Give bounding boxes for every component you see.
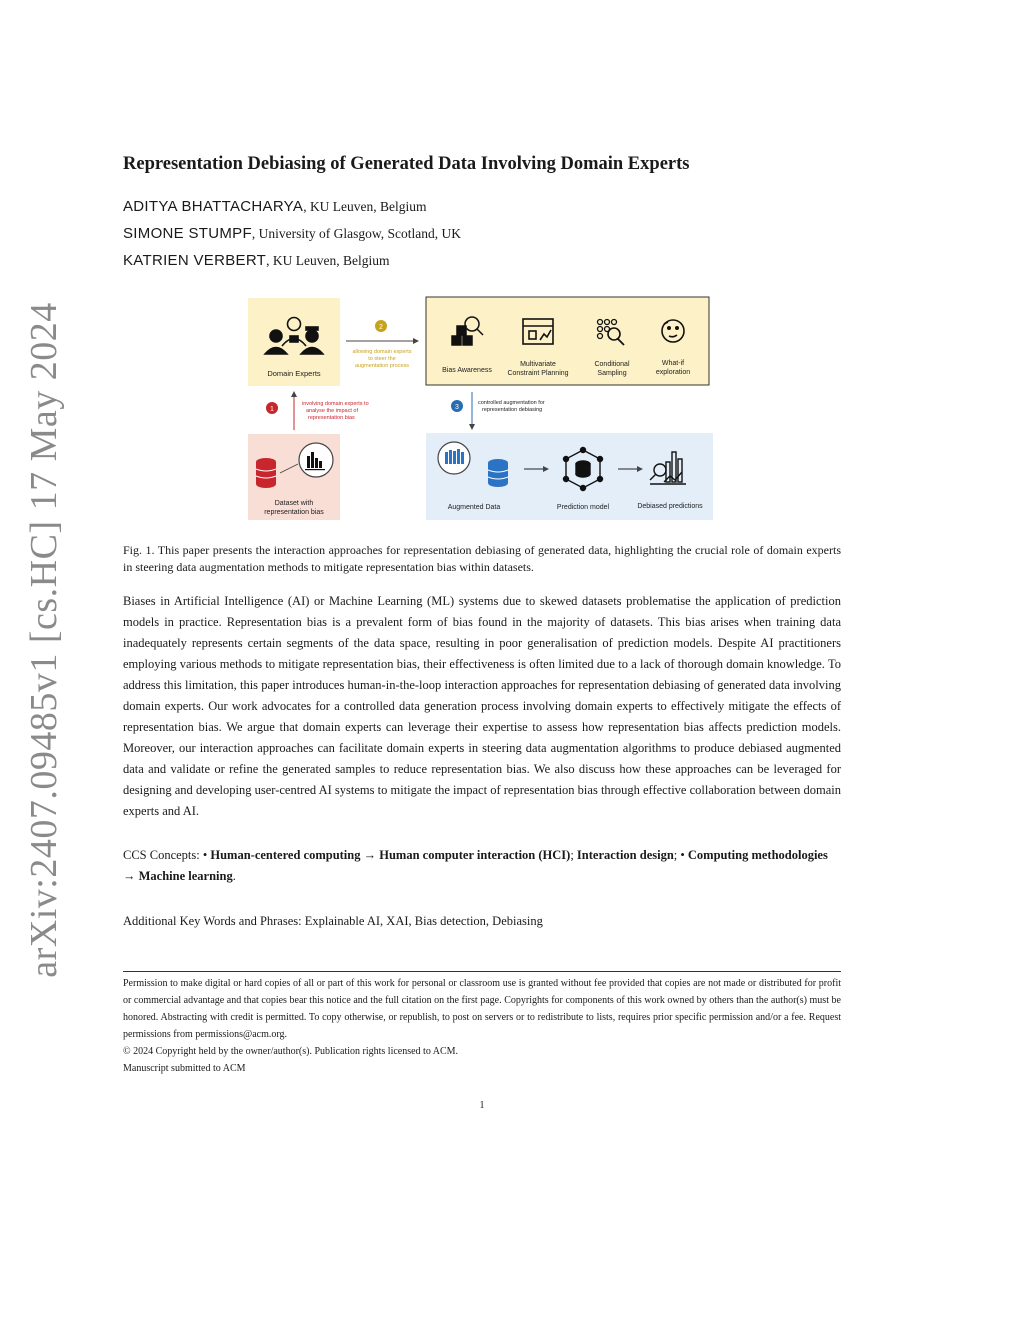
ccs-separator: ; •: [673, 848, 688, 862]
multivariate-label-line: Constraint Planning: [507, 370, 569, 377]
copyright-notice: © 2024 Copyright held by the owner/author(s). Publication rights licensed to ACM.: [123, 1046, 459, 1057]
author-2: SIMONE STUMPF, University of Glasgow, Scotland, UK: [123, 225, 462, 242]
step-2-text-line: augmentation process: [354, 363, 410, 369]
multivariate-label-line: Multivariate: [520, 361, 556, 368]
arxiv-identifier: arXiv:2407.09485v1 [cs.HC] 17 May 2024: [23, 302, 65, 978]
bias-awareness-label: Bias Awareness: [442, 367, 492, 374]
blue-database-icon: [488, 459, 508, 487]
footnote-rule: [123, 971, 841, 972]
ccs-end: .: [232, 869, 236, 883]
step-3-number: 3: [455, 404, 459, 411]
dataset-label-line: representation bias: [264, 509, 324, 516]
permission-notice: Permission to make digital or hard copies of all or part of this work for personal or classroom use is granted without fee provided that copies are not made or distributed for profit or commercial advantage and that copies bear this notice and the full citation on the first page. Copyrights for components of this work owned by others than the author(s) must be honored. Abstracting with credit is permitted. To copy otherwise, or republish, to post on servers or to redistribute to lists, requires prior specific permission and/or a fee. Request permissions from permissions@acm.org.: [123, 978, 841, 1040]
ccs-term: Interaction design: [576, 848, 674, 862]
author-1: ADITYA BHATTACHARYA, KU Leuven, Belgium: [123, 198, 427, 215]
step-2-text-line: allowing domain experts: [352, 349, 412, 355]
dataset-label-line: Dataset with: [274, 500, 314, 507]
whatif-label-line: exploration: [655, 369, 691, 376]
author-affiliation: KU Leuven, Belgium: [309, 199, 427, 214]
ccs-term: Human-centered computing → Human computer interaction (HCI): [210, 848, 571, 862]
author-name: SIMONE STUMPF: [123, 225, 252, 242]
red-database-icon: [256, 458, 276, 488]
prediction-model-label: Prediction model: [556, 504, 610, 511]
figure-diagram: [246, 296, 714, 522]
figure-1: [246, 296, 714, 522]
ccs-term: Computing methodologies → Machine learning: [123, 848, 828, 883]
step-1-text-line: analyse the impact of: [306, 408, 358, 414]
conditional-label-line: Sampling: [597, 370, 627, 377]
author-name: ADITYA BHATTACHARYA: [123, 198, 304, 215]
author-affiliation: University of Glasgow, Scotland, UK: [258, 226, 462, 241]
page-number: 1: [479, 1100, 485, 1111]
step-1-text-line: representation bias: [308, 415, 355, 421]
manuscript-note: Manuscript submitted to ACM: [123, 1063, 246, 1074]
author-3: KATRIEN VERBERT, KU Leuven, Belgium: [123, 252, 390, 269]
abstract: Biases in Artificial Intelligence (AI) or Machine Learning (ML) systems due to skewed datasets problematise the application of prediction models in practice. Representation bias is a prevalent form of bias found in the majority of datasets. This bias arises when training data inadequately represents certain segments of the data space, resulting in poor generalisation of prediction models. Despite AI practitioners employing various methods to mitigate representation bias, their effectiveness is often limited due to a lack of thorough domain knowledge. To address this limitation, this paper introduces human-in-the-loop interaction approaches for representation debiasing of generated data involving domain experts. Our work advocates for a controlled data generation process involving domain experts to effectively mitigate the effects of representation bias. We argue that domain experts can leverage their expertise to assess how representation bias affects prediction models. Moreover, our interaction approaches can facilitate domain experts in steering data augmentation algorithms to produce debiased augmented data and validate or refine the generated samples to reduce representation bias. We also discuss how these approaches can be leveraged for designing and developing user-centred AI systems to mitigate the impact of representation bias through effective collaboration between domain experts and AI.: [123, 594, 841, 818]
ccs-prefix: CCS Concepts: •: [123, 848, 211, 862]
step-1-number: 1: [270, 406, 274, 413]
augmented-data-label: Augmented Data: [447, 504, 501, 511]
author-name: KATRIEN VERBERT: [123, 252, 267, 269]
domain-experts-label: Domain Experts: [267, 369, 321, 378]
step-2-number: 2: [379, 324, 383, 331]
author-affiliation: KU Leuven, Belgium: [272, 253, 390, 268]
ccs-concepts: [123, 845, 841, 887]
whatif-label-line: What-if: [661, 360, 685, 367]
debiased-predictions-label: Debiased predictions: [637, 503, 703, 510]
step-1-text-line: involving domain experts to: [302, 401, 369, 407]
keywords: Additional Key Words and Phrases: Explainable AI, XAI, Bias detection, Debiasing: [123, 914, 543, 928]
figure-caption: Fig. 1. This paper presents the interaction approaches for representation debiasing of generated data, highlighting the crucial role of domain experts in steering data augmentation methods to mitigate representation bias within datasets.: [123, 543, 841, 574]
step-2-text-line: to steer the: [368, 356, 396, 362]
step-3-text-line: controlled augmentation for: [478, 400, 545, 406]
step-3-text-line: representation debiasing: [482, 407, 543, 413]
ccs-separator: ;: [570, 848, 577, 862]
conditional-label-line: Conditional: [594, 361, 630, 368]
paper-title: Representation Debiasing of Generated Data Involving Domain Experts: [123, 154, 690, 174]
